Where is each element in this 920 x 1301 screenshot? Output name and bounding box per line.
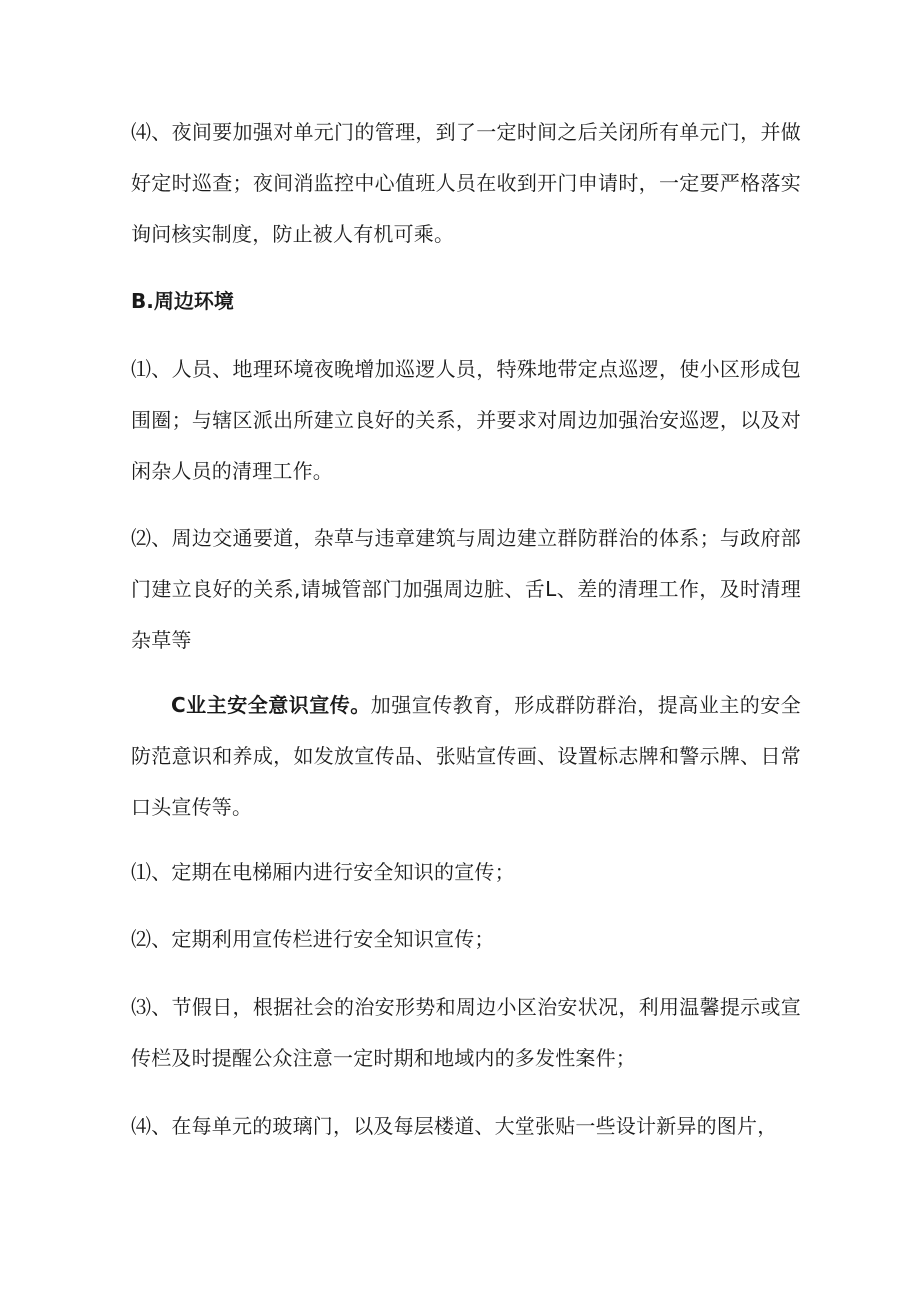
list-item-elevator-publicity: ⑴、定期在电梯厢内进行安全知识的宣传； <box>131 860 515 884</box>
section-heading-surroundings: B.周边环境 <box>131 289 234 313</box>
list-item-glass-door-pictures: ⑷、在每单元的玻璃门，以及每层楼道、大堂张贴一些设计新异的图片， <box>131 1114 778 1138</box>
list-item-bulletin-board: ⑵、定期利用宣传栏进行安全知识宣传； <box>131 927 495 951</box>
paragraph-personnel-environment: ⑴、人员、地理环境夜晚增加巡逻人员，特殊地带定点巡逻，使小区形成包围圈；与辖区派出所建立良好的关系，并要求对周边加强治安巡逻，以及对闲杂人员的清理工作。 <box>131 357 801 483</box>
paragraph-traffic-routes: ⑵、周边交通要道，杂草与违章建筑与周边建立群防群治的体系；与政府部门建立良好的关系,请城管部门加强周边脏、舌L、差的清理工作，及时清理杂草等 <box>131 526 801 652</box>
paragraph-owner-safety-awareness <box>131 680 801 833</box>
paragraph-night-unit-door: ⑷、夜间要加强对单元门的管理，到了一定时间之后关闭所有单元门，并做好定时巡查；夜间消监控中心值班人员在收到开门申请时，一定要严格落实询问核实制度，防止被人有机可乘。 <box>131 120 801 246</box>
section-heading-owner-awareness: C业主安全意识宣传。 <box>171 693 371 717</box>
list-item-holiday-reminders: ⑶、节假日，根据社会的治安形势和周边小区治安状况，利用温馨提示或宣传栏及时提醒公众注意一定时期和地域内的多发性案件； <box>131 995 801 1070</box>
owner-awareness-body: 加强宣传教育，形成群防群治，提高业主的安全防范意识和养成，如发放宣传品、张贴宣传画、设置标志牌和警示牌、日常口头宣传等。 <box>131 693 801 819</box>
